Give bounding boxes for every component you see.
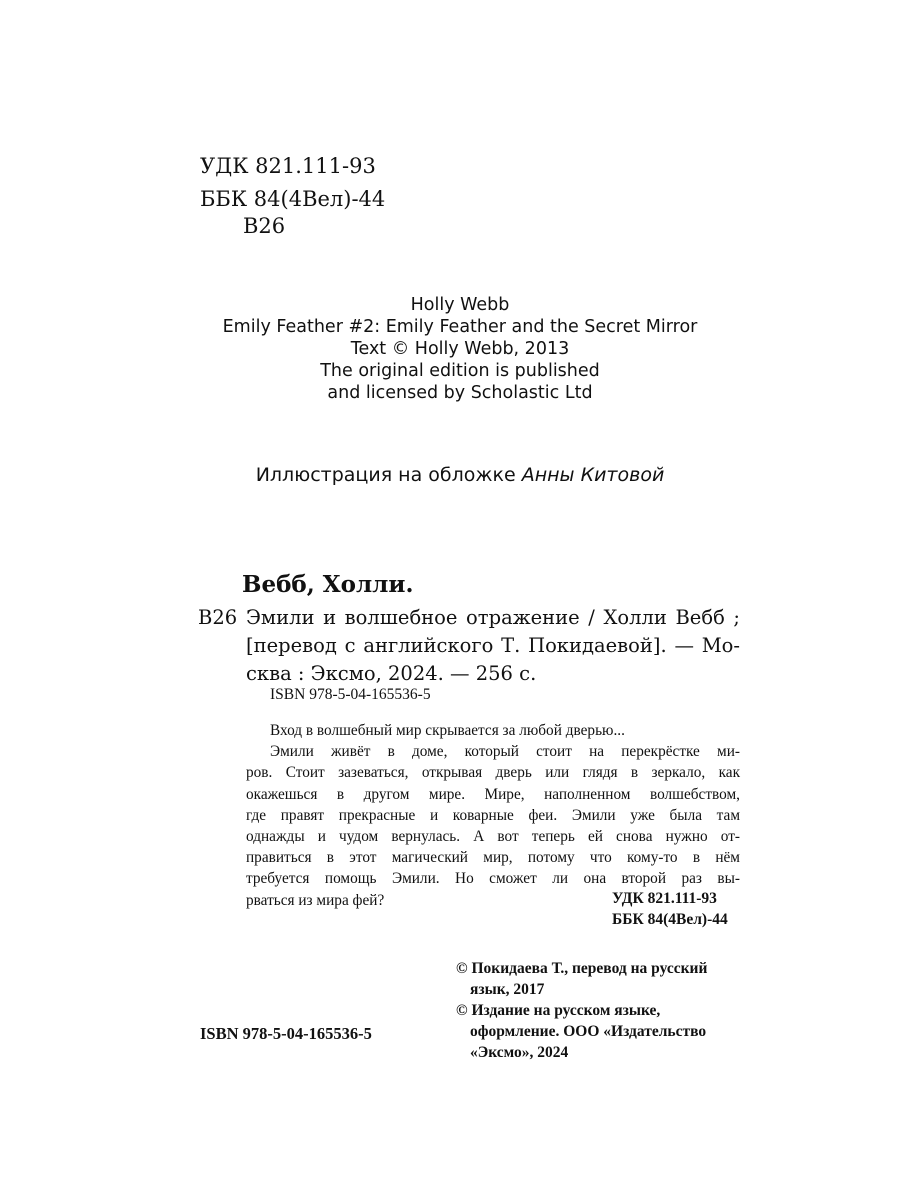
annotation-line: рваться из мира фей?: [246, 891, 385, 909]
catalog-title-line: [перевод с английского Т. Покидаевой]. — Мо-: [246, 634, 740, 657]
copyright-publisher-line: оформление. ООО «Издательство: [470, 1023, 707, 1040]
bottom-codes-block: [612, 888, 728, 930]
original-author: Holly Webb: [410, 295, 510, 315]
bottom-udk-code: УДК 821.111-93: [612, 890, 717, 907]
annotation-line: Эмили живёт в доме, который стоит на перекрёстке ми-: [270, 743, 740, 761]
annotation-line: правиться в этот магический мир, потому что кому-то в нём: [246, 849, 740, 867]
copyright-block: [456, 958, 707, 1063]
illustration-prefix: Иллюстрация на обложке: [255, 464, 522, 486]
bottom-bbk-code: ББК 84(4Вел)-44: [612, 911, 728, 928]
author-code: В26: [243, 214, 286, 238]
published-line-2: and licensed by Scholastic Ltd: [327, 383, 593, 403]
annotation-line: требуется помощь Эмили. Но сможет ли она второй раз вы-: [246, 870, 740, 888]
published-line-1: The original edition is published: [320, 361, 600, 381]
catalog-title-line: Эмили и волшебное отражение / Холли Вебб ;: [246, 606, 740, 629]
annotation-line: окажешься в другом мире. Мире, наполненном волшебством,: [246, 785, 740, 803]
catalog-isbn: ISBN 978-5-04-165536-5: [270, 686, 431, 703]
annotation-line: однажды и чудом вернулась. А вот теперь ей снова нужно от-: [246, 828, 740, 846]
catalog-author-heading: Вебб, Холли.: [242, 571, 414, 598]
catalog-title-line: сква : Эксмо, 2024. — 256 с.: [246, 662, 537, 685]
copyright-translation-line: © Покидаева Т., перевод на русский: [456, 960, 708, 977]
udk-code: УДК 821.111-93: [200, 154, 376, 178]
annotation-line: где правят прекрасные и коварные феи. Эмили уже была там: [246, 806, 740, 824]
annotation-line: ров. Стоит зазеваться, открывая дверь или глядя в зеркало, как: [246, 764, 740, 782]
illustration-credit: [200, 464, 720, 486]
original-series-title: Emily Feather #2: Emily Feather and the Secret Mirror: [222, 317, 698, 337]
original-edition-block: [200, 294, 720, 404]
annotation-line: Вход в волшебный мир скрывается за любой дверью...: [270, 722, 625, 739]
copyright-edition-line: © Издание на русском языке,: [456, 1002, 661, 1019]
catalog-title-block: [246, 604, 740, 688]
catalog-code: В26: [198, 606, 238, 629]
illustration-artist: Анны Китовой: [521, 464, 665, 486]
text-copyright: Text © Holly Webb, 2013: [350, 339, 570, 359]
bottom-isbn: ISBN 978-5-04-165536-5: [200, 1024, 372, 1043]
bbk-code: ББК 84(4Вел)-44: [200, 187, 386, 211]
annotation-block: [246, 720, 740, 911]
copyright-publisher-year: «Эксмо», 2024: [470, 1044, 569, 1061]
copyright-translation-year: язык, 2017: [470, 981, 545, 998]
